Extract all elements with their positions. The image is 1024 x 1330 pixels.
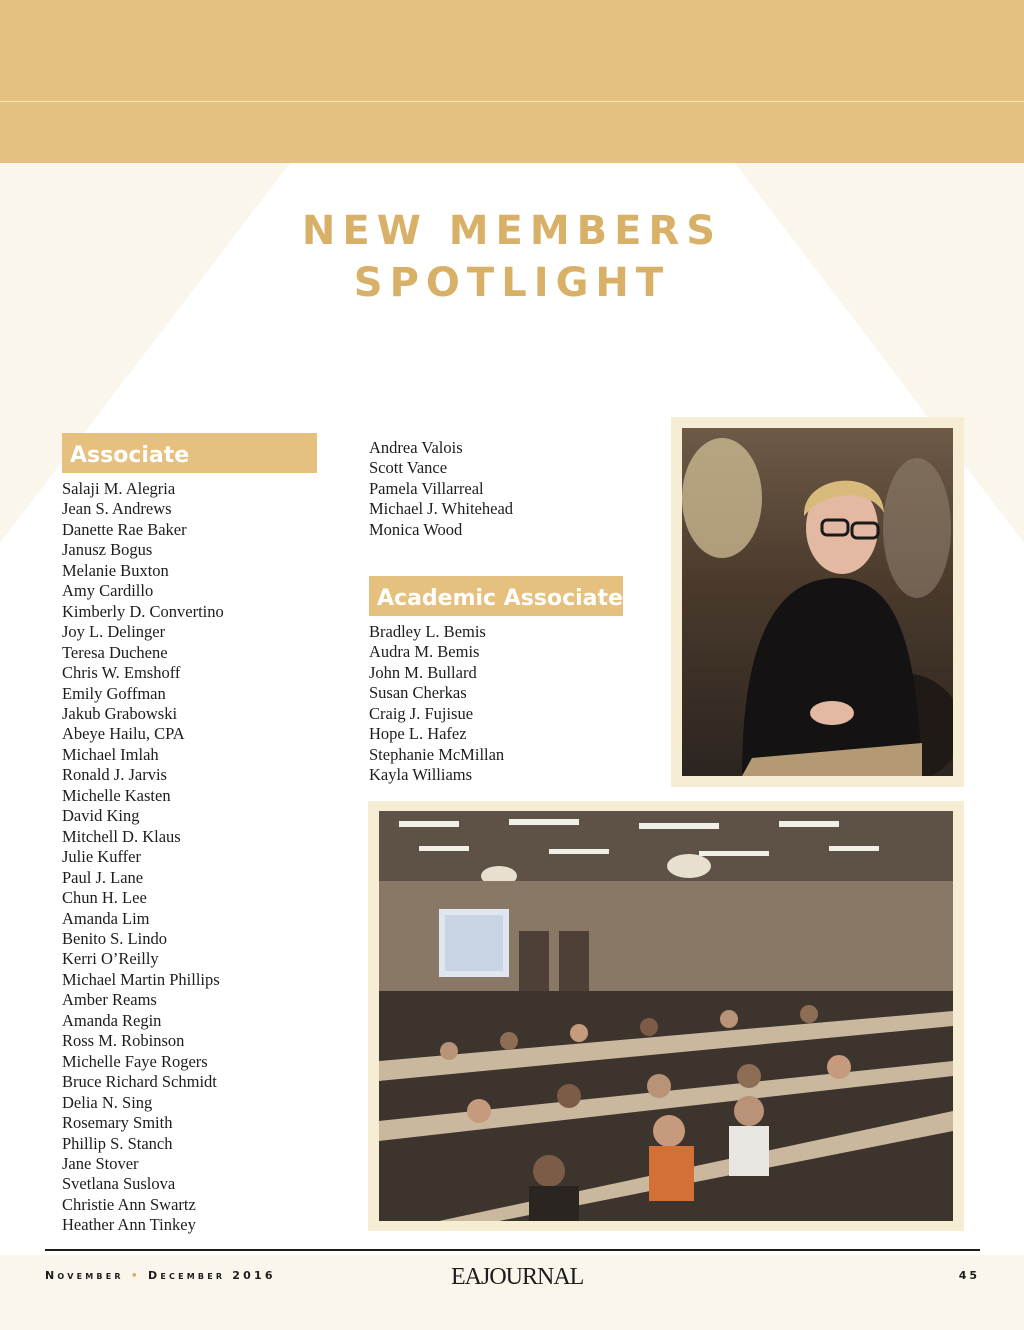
member-name: Jakub Grabowski [62,703,178,723]
member-name: Teresa Duchene [62,642,168,662]
issue-date [45,1269,276,1282]
member-name: Joy L. Delinger [62,622,166,642]
member-name: Stephanie McMillan [369,744,505,764]
member-name: Amanda Lim [62,908,150,928]
member-name: Svetlana Suslova [62,1174,176,1194]
member-name: Kimberly D. Convertino [62,601,224,621]
member-name: David King [62,806,140,826]
member-name: Julie Kuffer [62,847,141,867]
member-name: Jean S. Andrews [62,499,172,519]
member-name: Chris W. Emshoff [62,663,181,683]
associate-name-list [62,479,224,1236]
member-name: Rosemary Smith [62,1113,173,1133]
footer-rule [45,1249,980,1251]
member-name: Michael J. Whitehead [369,499,514,519]
member-name: Monica Wood [369,519,463,539]
member-name: Mitchell D. Klaus [62,826,181,846]
member-name: Chun H. Lee [62,888,147,908]
header-rule [0,101,1024,102]
member-name: Michael Martin Phillips [62,969,220,989]
member-name: Michelle Faye Rogers [62,1051,208,1071]
member-name: Ross M. Robinson [62,1031,185,1051]
member-name: Danette Rae Baker [62,519,187,539]
member-name: Kerri O’Reilly [62,949,159,969]
member-name: Craig J. Fujisue [369,703,474,723]
member-name: Jane Stover [62,1153,139,1173]
page-title [0,205,1024,309]
member-name: Scott Vance [369,458,448,478]
member-name: Bruce Richard Schmidt [62,1072,217,1092]
issue-month-left: November [45,1269,124,1282]
member-name: Christie Ann Swartz [62,1194,196,1214]
member-name: Hope L. Hafez [369,724,467,744]
page-number: 45 [958,1269,980,1282]
title-line-2: SPOTLIGHT [353,260,671,306]
member-name: Michelle Kasten [62,785,171,805]
member-name: Abeye Hailu, CPA [62,724,185,744]
photo-room-illustration [379,811,953,1221]
member-name: Emily Goffman [62,683,166,703]
member-name: Andrea Valois [369,438,463,457]
member-name: Janusz Bogus [62,540,153,560]
journal-logo: EAJOURNAL [451,1264,584,1290]
photo-conference-room [379,811,953,1221]
member-name: Benito S. Lindo [62,928,167,948]
issue-separator: • [130,1269,141,1282]
member-name: Delia N. Sing [62,1092,153,1112]
associate-heading: Associate [62,433,317,473]
issue-month-right: December 2016 [148,1269,276,1282]
academic-associate-heading: Academic Associate [369,576,623,616]
member-name: Bradley L. Bemis [369,622,486,641]
member-name: Kayla Williams [369,765,473,785]
associate-name-list-continued [369,438,513,540]
member-name: Ronald J. Jarvis [62,765,167,785]
title-line-1: NEW MEMBERS [301,208,723,254]
academic-associate-name-list [369,622,504,786]
member-name: Audra M. Bemis [369,642,480,662]
member-name: Susan Cherkas [369,683,467,703]
member-name: Michael Imlah [62,744,159,764]
member-name: John M. Bullard [369,662,477,682]
header-band [0,0,1024,163]
member-name: Amy Cardillo [62,581,154,601]
photo-woman-illustration [682,428,953,776]
member-name: Paul J. Lane [62,867,144,887]
member-name: Pamela Villarreal [369,478,484,498]
member-name: Heather Ann Tinkey [62,1215,196,1235]
photo-woman-writing [682,428,953,776]
member-name: Melanie Buxton [62,560,169,580]
member-name: Phillip S. Stanch [62,1133,173,1153]
member-name: Amanda Regin [62,1010,162,1030]
member-name: Amber Reams [62,990,157,1010]
member-name: Salaji M. Alegria [62,479,176,498]
